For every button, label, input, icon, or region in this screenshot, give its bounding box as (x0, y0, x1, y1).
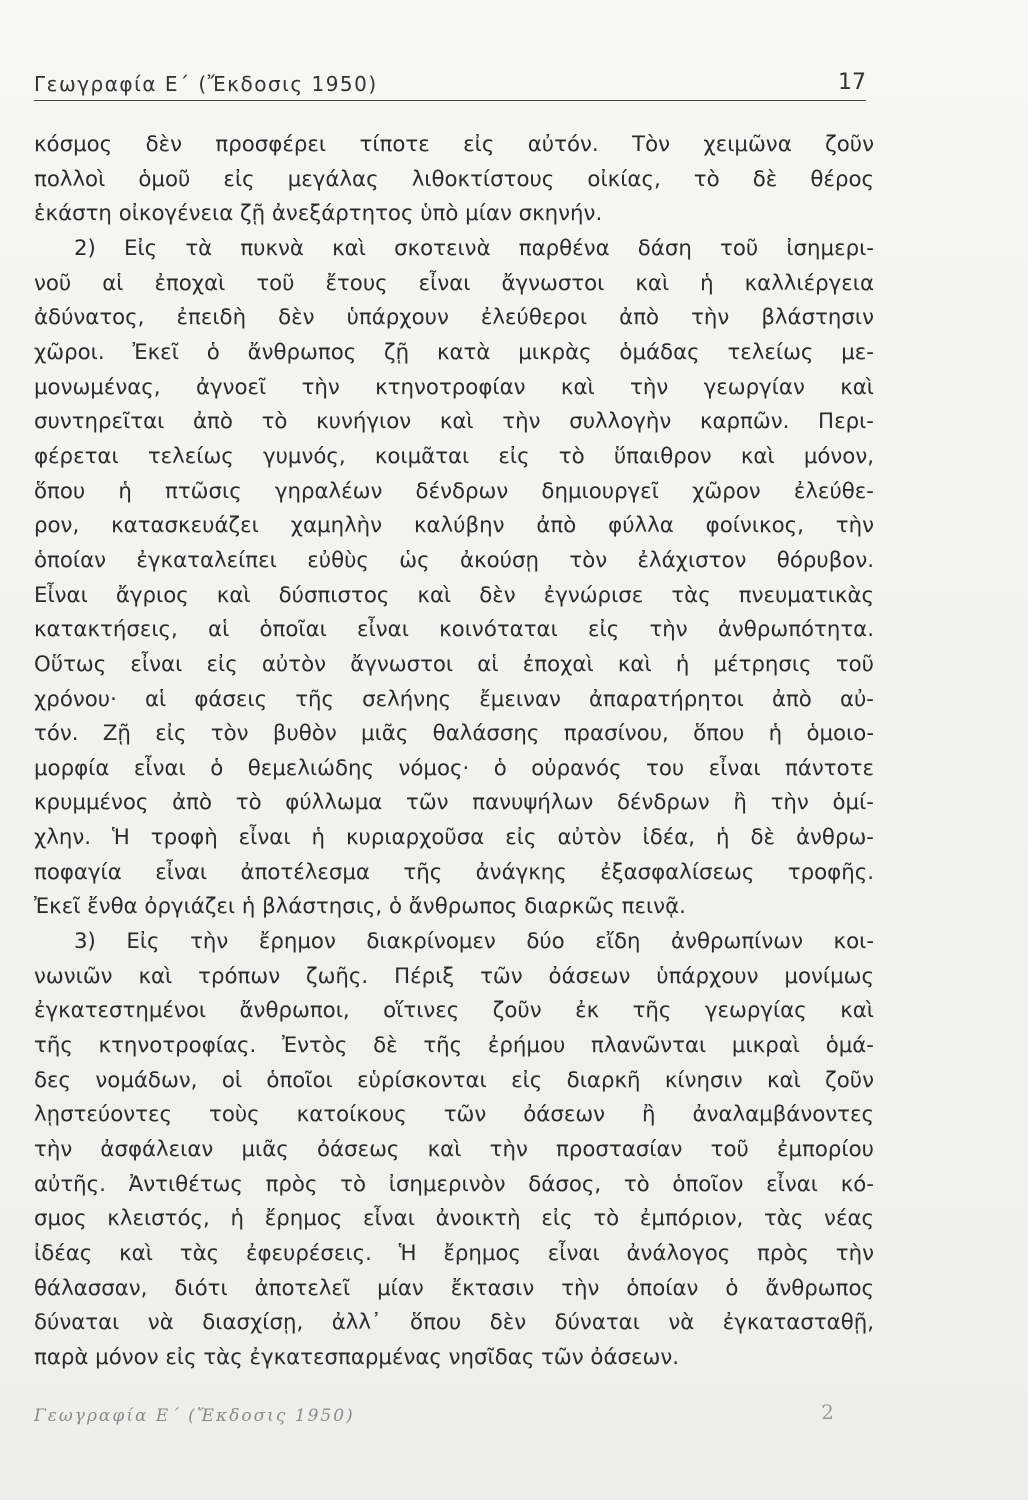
text-line: τὴν ἀσφάλειαν μιᾶς ὀάσεως καὶ τὴν προστασίαν τοῦ ἐμπορίου (34, 1137, 874, 1163)
text-line: ὁποίαν ἐγκαταλείπει εὐθὺς ὡς ἀκούσῃ τὸν ἐλάχιστον θόρυβον. (34, 547, 874, 573)
body-text (34, 128, 874, 1376)
text-line: κρυμμένος ἀπὸ τὸ φύλλωμα τῶν πανυψήλων δένδρων ἢ τὴν ὁμί- (34, 790, 874, 816)
text-line: ρον, κατασκευάζει χαμηλὴν καλύβην ἀπὸ φύλλα φοίνικος, τὴν (34, 513, 874, 539)
text-line: δες νομάδων, οἱ ὁποῖοι εὑρίσκονται εἰς διαρκῆ κίνησιν καὶ ζοῦν (34, 1067, 874, 1093)
text-line: ποφαγία εἶναι ἀποτέλεσμα τῆς ἀνάγκης ἐξασφαλίσεως τροφῆς. (34, 859, 874, 885)
text-line: θάλασσαν, διότι ἀποτελεῖ μίαν ἔκτασιν τὴν ὁποίαν ὁ ἄνθρωπος (34, 1275, 874, 1301)
text-line: ἑκάστη οἰκογένεια ζῇ ἀνεξάρτητος ὑπὸ μίαν σκηνήν. (34, 201, 603, 227)
text-line: φέρεται τελείως γυμνός, κοιμᾶται εἰς τὸ ὕπαιθρον καὶ μόνον, (34, 443, 874, 469)
text-line: Ἐκεῖ ἔνθα ὀργιάζει ἡ βλάστησις, ὁ ἄνθρωπος διαρκῶς πεινᾷ. (34, 894, 686, 920)
text-line: Οὕτως εἶναι εἰς αὐτὸν ἄγνωστοι αἱ ἐποχαὶ καὶ ἡ μέτρησις τοῦ (34, 651, 874, 677)
text-line: λῃστεύοντες τοὺς κατοίκους τῶν ὀάσεων ἢ ἀναλαμβάνοντες (34, 1102, 874, 1128)
printer-signature (34, 1400, 834, 1436)
text-line: τῆς κτηνοτροφίας. Ἐντὸς δὲ τῆς ἐρήμου πλανῶνται μικραὶ ὁμά- (34, 1033, 874, 1059)
paragraph-start-line: 3) Εἰς τὴν ἔρημον διακρίνομεν δύο εἴδη ἀνθρωπίνων κοι- (74, 929, 874, 955)
text-line: νωνιῶν καὶ τρόπων ζωῆς. Πέριξ τῶν ὀάσεων ὑπάρχουν μονίμως (34, 963, 874, 989)
running-header (34, 70, 866, 101)
signature-text: Γεωγραφία Ε΄ (Ἔκδοσις 1950) (34, 1406, 355, 1426)
text-line: τόν. Ζῇ εἰς τὸν βυθὸν μιᾶς θαλάσσης πρασίνου, ὅπου ἡ ὁμοιο- (34, 721, 874, 747)
text-line: ἐγκατεστημένοι ἄνθρωποι, οἵτινες ζοῦν ἐκ τῆς γεωργίας καὶ (34, 998, 874, 1024)
text-line: μορφία εἶναι ὁ θεμελιώδης νόμος· ὁ οὐρανός του εἶναι πάντοτε (34, 755, 874, 781)
text-line: μονωμένας, ἀγνοεῖ τὴν κτηνοτροφίαν καὶ τὴν γεωργίαν καὶ (34, 374, 874, 400)
text-line: κατακτήσεις, αἱ ὁποῖαι εἶναι κοινόταται εἰς τὴν ἀνθρωπότητα. (34, 617, 874, 643)
header-title: Γεωγραφία Ε΄ (Ἔκδοσις 1950) (34, 72, 378, 96)
text-line: χῶροι. Ἐκεῖ ὁ ἄνθρωπος ζῇ κατὰ μικρὰς ὁμάδας τελείως με- (34, 339, 874, 365)
signature-number: 2 (821, 1400, 834, 1424)
text-line: αὐτῆς. Ἀντιθέτως πρὸς τὸ ἰσημερινὸν δάσος, τὸ ὁποῖον εἶναι κό- (34, 1171, 874, 1197)
text-line: Εἶναι ἄγριος καὶ δύσπιστος καὶ δὲν ἐγνώρισε τὰς πνευματικὰς (34, 582, 874, 608)
text-line: ἀδύνατος, ἐπειδὴ δὲν ὑπάρχουν ἐλεύθεροι ἀπὸ τὴν βλάστησιν (34, 305, 874, 331)
text-line: δύναται νὰ διασχίσῃ, ἀλλ᾽ ὅπου δὲν δύναται νὰ ἐγκατασταθῇ, (34, 1310, 874, 1336)
text-line: χρόνου· αἱ φάσεις τῆς σελήνης ἔμειναν ἀπαρατήρητοι ἀπὸ αὐ- (34, 686, 874, 712)
text-line: κόσμος δὲν προσφέρει τίποτε εἰς αὐτόν. Τὸν χειμῶνα ζοῦν (34, 132, 874, 157)
text-line: χλην. Ἡ τροφὴ εἶναι ἡ κυριαρχοῦσα εἰς αὐτὸν ἰδέα, ἡ δὲ ἀνθρω- (34, 825, 874, 851)
text-line: ἰδέας καὶ τὰς ἐφευρέσεις. Ἡ ἔρημος εἶναι ἀνάλογος πρὸς τὴν (34, 1241, 874, 1266)
page-number: 17 (838, 70, 866, 95)
text-line: σμος κλειστός, ἡ ἔρημος εἶναι ἀνοικτὴ εἰς τὸ ἐμπόριον, τὰς νέας (34, 1206, 874, 1232)
text-line: παρὰ μόνον εἰς τὰς ἐγκατεσπαρμένας νησῖδας τῶν ὀάσεων. (34, 1344, 679, 1370)
text-line: πολλοὶ ὁμοῦ εἰς μεγάλας λιθοκτίστους οἰκίας, τὸ δὲ θέρος (34, 166, 874, 192)
text-line: συντηρεῖται ἀπὸ τὸ κυνήγιον καὶ τὴν συλλογὴν καρπῶν. Περι- (34, 409, 874, 435)
paragraph-start-line: 2) Εἰς τὰ πυκνὰ καὶ σκοτεινὰ παρθένα δάση τοῦ ἰσημερι- (74, 235, 874, 261)
text-line: ὅπου ἡ πτῶσις γηραλέων δένδρων δημιουργεῖ χῶρον ἐλεύθε- (34, 478, 874, 504)
text-line: νοῦ αἱ ἐποχαὶ τοῦ ἔτους εἶναι ἄγνωστοι καὶ ἡ καλλιέργεια (34, 270, 874, 296)
